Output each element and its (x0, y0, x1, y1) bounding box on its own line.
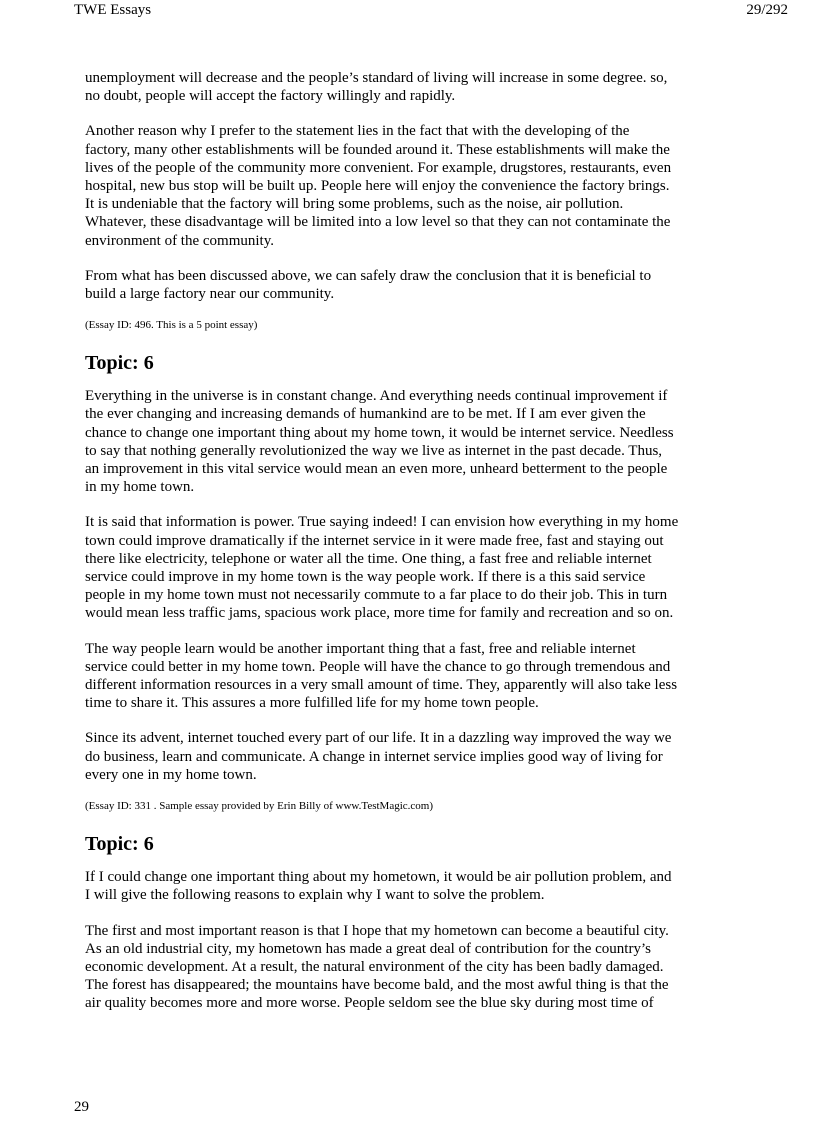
text-line: lives of the people of the community more convenient. For example, drugstores, restaurants, even (85, 159, 672, 176)
text-line: would mean less traffic jams, spacious work place, more time for family and recreation and so on. (85, 605, 674, 622)
text-line: no doubt, people will accept the factory willingly and rapidly. (85, 88, 456, 105)
essay-496-paragraph-3 (85, 267, 735, 303)
text-line: people in my home town must not necessarily commute to a far place to do their job. This in turn (85, 587, 668, 604)
text-line: time to share it. This assures a more fulfilled life for my home town people. (85, 695, 539, 712)
text-line: service could improve in my home town is the way people work. If there is a this said service (85, 569, 646, 586)
topic-b-paragraph-2 (85, 922, 735, 1013)
page-number: 29 (74, 1099, 89, 1115)
text-line: do business, learn and communicate. A change in internet service implies good way of living for (85, 748, 663, 765)
text-line: Whatever, these disadvantage will be limited into a low level so that they can not contaminate the (85, 214, 671, 231)
text-line: Another reason why I prefer to the statement lies in the fact that with the developing of the (85, 123, 630, 140)
essay-id-note: (Essay ID: 496. This is a 5 point essay) (85, 319, 258, 332)
text-line: As an old industrial city, my hometown has made a great deal of contribution for the country’s (85, 940, 651, 957)
text-line: build a large factory near our community. (85, 286, 335, 303)
text-line: service could better in my home town. People will have the chance to go through tremendous and (85, 658, 671, 675)
text-line: Since its advent, internet touched every part of our life. It in a dazzling way improved the way we (85, 730, 672, 747)
text-line: It is said that information is power. True saying indeed! I can envision how everything in my home (85, 514, 679, 531)
text-line: It is undeniable that the factory will bring some problems, such as the noise, air pollution. (85, 196, 624, 213)
document-title: TWE Essays (74, 2, 152, 18)
text-line: environment of the community. (85, 232, 274, 249)
text-line: I will give the following reasons to explain why I want to solve the problem. (85, 887, 545, 904)
topic-b-paragraph-1 (85, 868, 735, 904)
topic-heading: Topic: 6 (85, 833, 154, 856)
essay-496-paragraph-2 (85, 122, 735, 249)
topic-a-paragraph-1 (85, 387, 735, 496)
text-line: every one in my home town. (85, 766, 257, 783)
text-line: different information resources in a very small amount of time. They, apparently will also take less (85, 677, 678, 694)
text-line: chance to change one important thing about my home town, it would be internet service. Needless (85, 424, 674, 441)
text-line: to say that nothing generally revolutionized the way we live as internet in the past decade. Thus, (85, 442, 663, 459)
text-line: From what has been discussed above, we can safely draw the conclusion that it is beneficial to (85, 267, 652, 284)
text-line: the ever changing and increasing demands of humankind are to be met. If I am ever given the (85, 406, 646, 423)
text-line: hospital, new bus stop will be built up. People here will enjoy the convenience the factory brings. (85, 178, 670, 195)
text-line: in my home town. (85, 479, 195, 496)
text-line: air quality becomes more and more worse. People seldom see the blue sky during most time of (85, 995, 654, 1012)
text-line: If I could change one important thing about my hometown, it would be air pollution problem, and (85, 869, 672, 886)
text-line: The first and most important reason is that I hope that my hometown can become a beautiful city. (85, 922, 669, 939)
text-line: town could improve dramatically if the internet service in it were made free, fast and staying out (85, 532, 664, 549)
topic-a-paragraph-2 (85, 513, 735, 622)
text-line: unemployment will decrease and the people’s standard of living will increase in some degree. so, (85, 70, 668, 86)
topic-heading: Topic: 6 (85, 352, 154, 375)
text-line: The way people learn would be another important thing that a fast, free and reliable internet (85, 640, 636, 657)
text-line: economic development. At a result, the natural environment of the city has been badly damaged. (85, 958, 664, 975)
page-indicator: 29/292 (746, 2, 788, 18)
text-line: an improvement in this vital service would mean an even more, unheard betterment to the people (85, 461, 668, 478)
text-line: there like electricity, telephone or water all the time. One thing, a fast free and reliable internet (85, 550, 652, 567)
topic-a-paragraph-4 (85, 729, 735, 784)
text-line: The forest has disappeared; the mountains have become bald, and the most awful thing is that the (85, 977, 669, 994)
essay-id-note: (Essay ID: 331 . Sample essay provided by Erin Billy of www.TestMagic.com) (85, 800, 434, 813)
page-content (85, 69, 735, 1013)
topic-a-paragraph-3 (85, 640, 735, 713)
text-line: factory, many other establishments will be founded around it. These establishments will make the (85, 141, 670, 158)
text-line: Everything in the universe is in constant change. And everything needs continual improvement if (85, 388, 668, 405)
essay-496-paragraph-1 (85, 69, 735, 105)
